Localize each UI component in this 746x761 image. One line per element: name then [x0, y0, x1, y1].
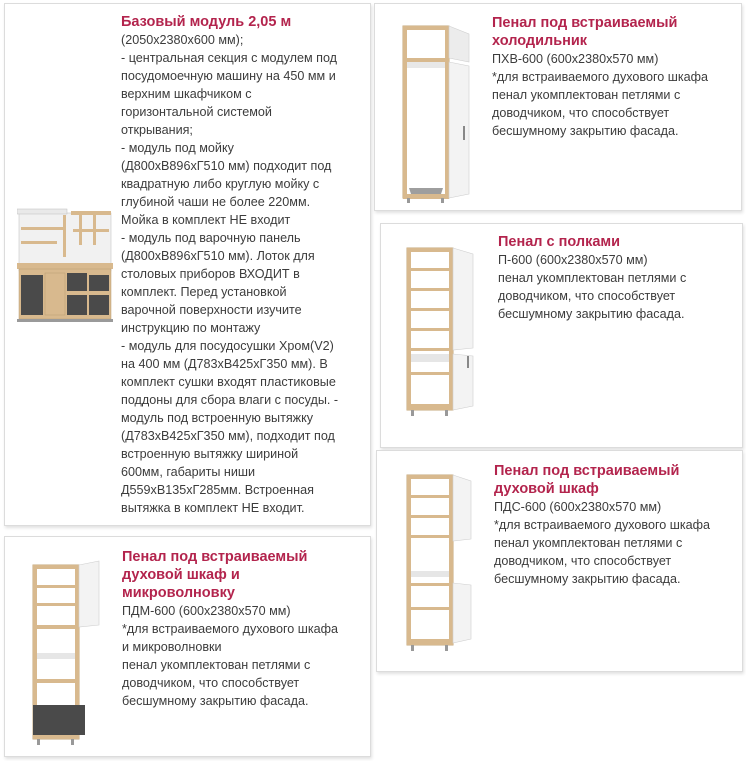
card-oven-column: [376, 450, 743, 672]
oven-column-text-block: [494, 462, 742, 588]
oven-column-title: Пенал под встраиваемый духовой шкаф: [494, 463, 680, 497]
base-module-image: [17, 207, 113, 323]
card-oven-microwave-column: [4, 536, 371, 757]
oven-column-description: ПДС-600 (600х2380х570 мм) *для встраиваемого духового шкафа пенал укомплектован петлями с доводчиком, что способствует бесшумному закрытию фасада.: [494, 500, 711, 586]
oven-column-image: [401, 471, 489, 653]
fridge-column-title: Пенал под встраиваемый холодильник: [492, 15, 678, 49]
fridge-column-description: ПХВ-600 (600х2380х570 мм) *для встраиваемого духового шкафа пенал укомплектован петлями с доводчиком, что способствует бесшумному закрытию фасада.: [492, 52, 709, 138]
base-module-text-block: [121, 13, 369, 517]
oven-microwave-column-text-block: [122, 548, 370, 710]
shelf-column-description: П-600 (600х2380х570 мм) пенал укомплектован петлями с доводчиком, что способствует бесшумному закрытию фасада.: [498, 253, 687, 321]
base-module-description: (2050х2380х600 мм); - центральная секция с модулем под посудомоечную машину на 450 мм и верхним шкафчиком с горизонтальной системой открывания; - модуль под мойку (Д800хВ896хГ510 мм) подходит под квадратную либо круглую мойку с глубиной чаши не более 220мм. Мойка в комплект НЕ входит - модуль под варочную панель (Д800хВ896хГ510 мм). Лоток для столовых приборов ВХОДИТ в комплект. Перед установкой варочной поверхности изучите инструкцию по монтажу - модуль для посудосушки Хром(V2) на 400 мм (Д783хВ425хГ350 мм). В комплект сушки входят пластиковые поддоны для сбора влаги с посуды. - модуль под встроенную вытяжку (Д783хВ425хГ350 мм), подходит под встроенную вытяжку шириной 600мм, габариты ниши Д559хВ135хГ285мм. Встроенная вытяжка в комплект НЕ входит.: [121, 33, 339, 515]
shelf-column-title: Пенал с полками: [498, 234, 621, 250]
card-fridge-column: [374, 3, 742, 211]
fridge-column-text-block: [492, 14, 740, 140]
base-module-title: Базовый модуль 2,05 м: [121, 14, 292, 30]
shelf-column-text-block: [498, 233, 742, 323]
shelf-column-image: [401, 244, 491, 420]
card-base-module: [4, 3, 371, 526]
fridge-column-image: [397, 22, 485, 206]
oven-microwave-column-image: [27, 559, 115, 749]
oven-microwave-column-title: Пенал под встраиваемый духовой шкаф и микроволновку: [122, 549, 308, 601]
card-shelf-column: [380, 223, 743, 448]
oven-microwave-column-description: ПДМ-600 (600х2380х570 мм) *для встраиваемого духового шкафа и микроволновки пенал укомплектован петлями с доводчиком, что способствует бесшумному закрытию фасада.: [122, 604, 339, 708]
